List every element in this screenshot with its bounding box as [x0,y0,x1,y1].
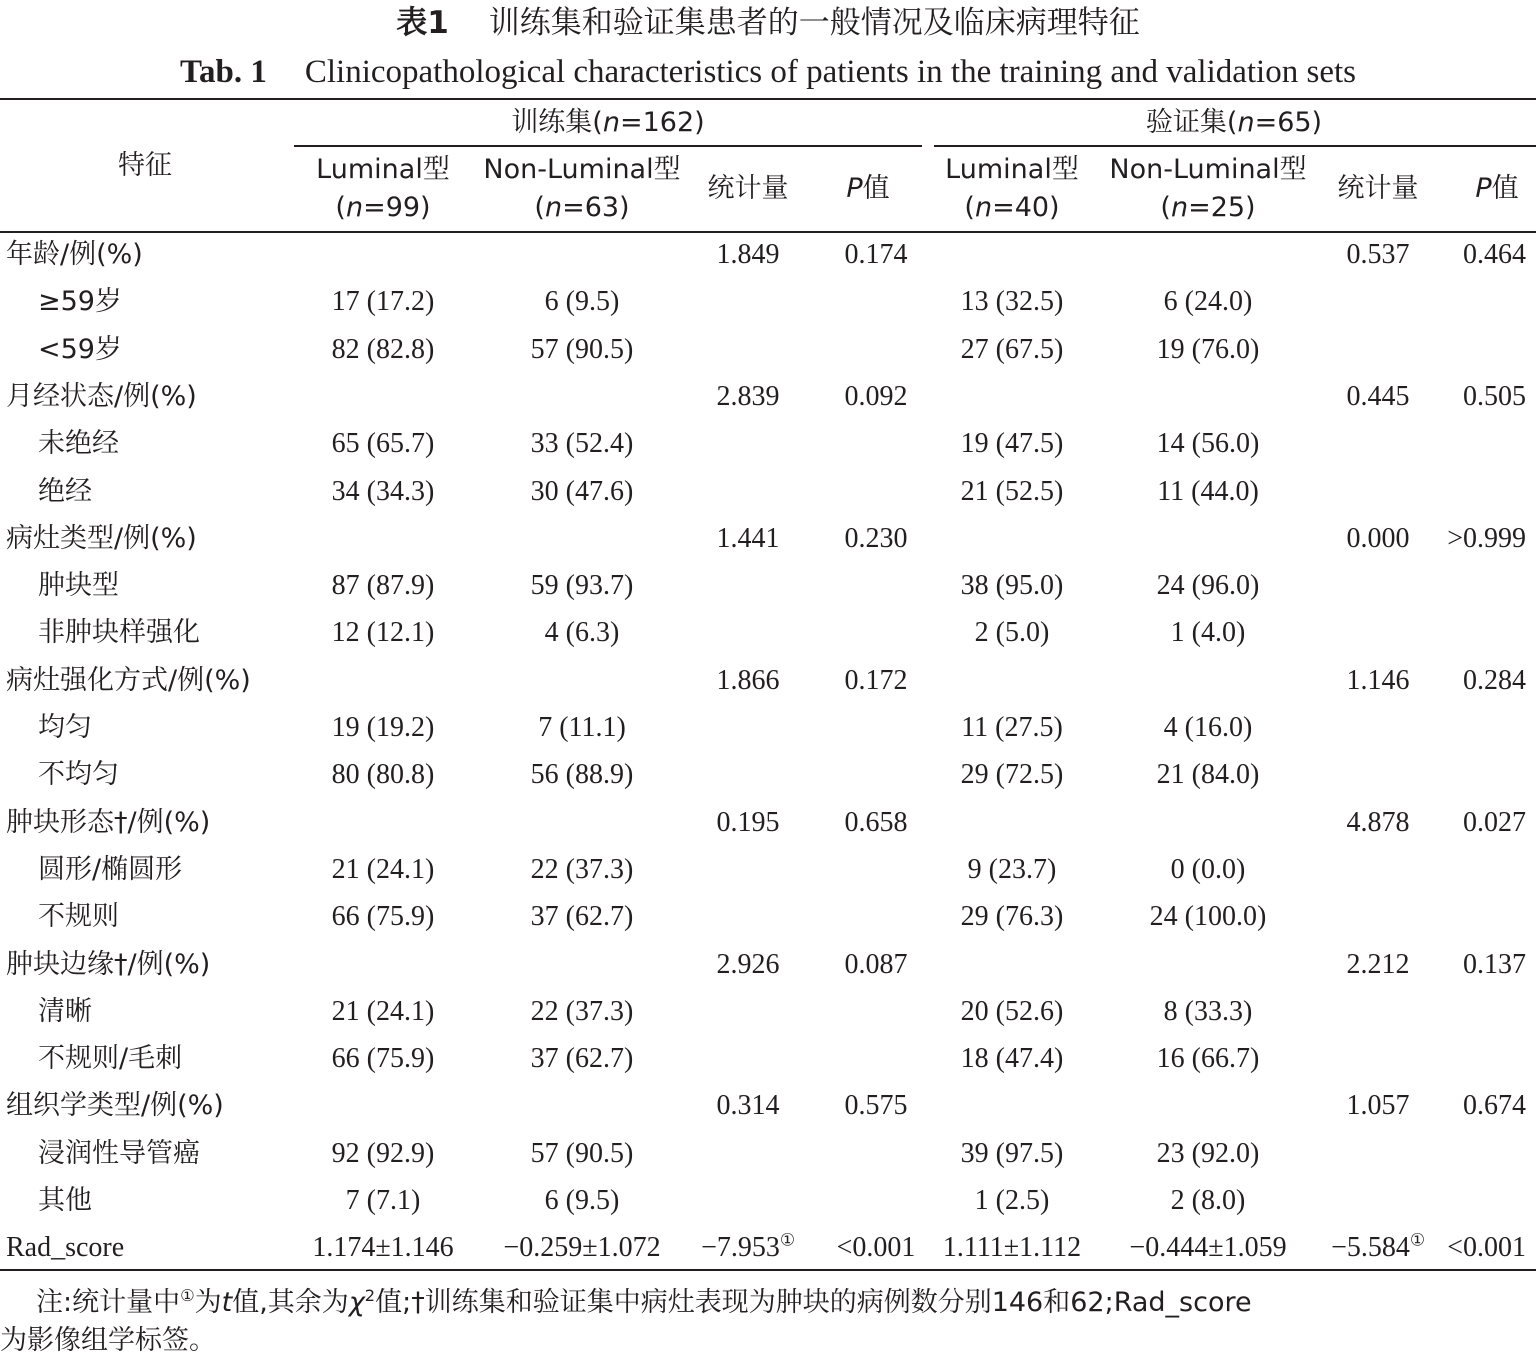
row-label: <59岁 [38,333,122,365]
cell-validation-luminal: 2 (5.0) [974,617,1050,649]
header-training-nonluminal-name: Non-Luminal型 [483,154,681,185]
table-bottom-rule [0,1269,1536,1271]
cell-training-nonluminal: 33 (52.4) [530,428,634,460]
row-label: 组织学类型/例(%) [6,1090,224,1122]
row-label: 均匀 [38,712,92,743]
cell-validation-p: 0.505 [1463,380,1526,412]
header-training-nonluminal-n: (n=63) [534,192,630,223]
table-note-line2: 为影像组学标签。 [0,1325,216,1356]
cell-training-luminal: 19 (19.2) [331,712,435,743]
cell-validation-nonluminal: 2 (8.0) [1170,1185,1246,1216]
table-label-cn: 表1 [396,5,449,41]
cell-training-stat: 2.839 [716,380,780,412]
cell-validation-luminal: 13 (32.5) [960,286,1064,318]
cell-validation-stat: 2.212 [1346,948,1410,980]
cell-training-luminal: 1.174±1.146 [312,1232,454,1264]
cell-validation-stat: 4.878 [1346,806,1410,838]
table-note-line1: 注:统计量中①为t值,其余为$\chi^2$值;†训练集和验证集中病灶表现为肿块的病例数分别146和62;Rad_score [36,1286,1252,1318]
cell-validation-nonluminal: 4 (16.0) [1163,712,1253,743]
row-label: 浸润性导管癌 [38,1137,200,1169]
row-label: 肿块形态†/例(%) [6,806,211,838]
cell-validation-p: 0.284 [1463,664,1526,696]
validation-group-rule [934,145,1536,147]
header-feature: 特征 [118,150,172,181]
header-validation-nonluminal-n: (n=25) [1160,192,1256,223]
cell-training-nonluminal: 4 (6.3) [544,617,620,649]
cell-validation-nonluminal: −0.444±1.059 [1129,1232,1287,1264]
cell-validation-luminal: 29 (76.3) [960,901,1064,933]
cell-validation-nonluminal: 1 (4.0) [1170,617,1246,649]
cell-training-p: 0.174 [844,239,908,270]
cell-training-luminal: 7 (7.1) [345,1185,421,1216]
row-label: 不均匀 [38,759,119,791]
row-label: 肿块型 [38,570,119,602]
cell-training-nonluminal: −0.259±1.072 [503,1232,661,1264]
cell-training-luminal: 66 (75.9) [331,1043,435,1075]
cell-training-stat: 1.441 [716,522,780,554]
cell-training-nonluminal: 56 (88.9) [530,759,634,791]
header-validation-nonluminal-name: Non-Luminal型 [1109,154,1307,185]
cell-validation-stat: 0.000 [1346,522,1410,554]
cell-training-luminal: 82 (82.8) [331,333,435,365]
cell-training-stat: 0.195 [716,806,780,838]
cell-training-nonluminal: 6 (9.5) [544,1185,620,1216]
cell-training-luminal: 17 (17.2) [331,286,435,318]
cell-training-stat: 2.926 [716,948,780,980]
cell-validation-nonluminal: 0 (0.0) [1170,853,1246,885]
cell-validation-luminal: 1.111±1.112 [942,1232,1082,1264]
cell-validation-nonluminal: 14 (56.0) [1156,428,1260,460]
cell-validation-stat: 1.057 [1346,1090,1410,1122]
row-label: 清晰 [38,995,92,1027]
header-validation-luminal-name: Luminal型 [945,154,1079,185]
table-header-rule [0,231,1536,233]
cell-validation-luminal: 20 (52.6) [960,995,1064,1027]
row-label: 其他 [38,1185,92,1216]
cell-validation-luminal: 21 (52.5) [960,475,1064,507]
cell-training-nonluminal: 57 (90.5) [530,333,634,365]
cell-validation-p: 0.464 [1463,239,1526,270]
row-label: ≥59岁 [38,286,122,318]
cell-validation-nonluminal: 11 (44.0) [1157,475,1259,507]
cell-validation-luminal: 9 (23.7) [967,853,1057,885]
cell-validation-luminal: 18 (47.4) [960,1043,1064,1075]
row-label: 非肿块样强化 [38,617,200,649]
cell-validation-stat: 0.445 [1346,380,1410,412]
header-validation-luminal-n: (n=40) [964,192,1060,223]
row-label: 月经状态/例(%) [6,380,197,412]
cell-validation-p: <0.001 [1447,1232,1526,1264]
cell-training-nonluminal: 37 (62.7) [530,901,634,933]
cell-training-nonluminal: 37 (62.7) [530,1043,634,1075]
cell-validation-luminal: 39 (97.5) [960,1137,1064,1169]
header-training-set: 训练集(n=162) [511,107,705,138]
row-label: 不规则 [38,901,119,933]
cell-training-p: 0.658 [844,806,908,838]
cell-validation-nonluminal: 8 (33.3) [1163,995,1253,1027]
table-title-cn-text: 训练集和验证集患者的一般情况及临床病理特征 [488,5,1140,41]
cell-validation-luminal: 29 (72.5) [960,759,1064,791]
cell-training-luminal: 34 (34.3) [331,475,435,507]
cell-validation-nonluminal: 19 (76.0) [1156,333,1260,365]
table-title-en [0,50,1536,94]
cell-validation-p: 0.137 [1463,948,1526,980]
row-label: 病灶类型/例(%) [6,522,197,554]
cell-training-luminal: 80 (80.8) [331,759,435,791]
cell-training-luminal: 12 (12.1) [331,617,435,649]
row-label: Rad_score [6,1232,125,1264]
cell-training-nonluminal: 57 (90.5) [530,1137,634,1169]
cell-training-p: <0.001 [836,1232,916,1264]
header-training-luminal-name: Luminal型 [316,154,450,185]
cell-training-p: 0.172 [844,664,908,696]
cell-training-luminal: 87 (87.9) [331,570,435,602]
cell-validation-nonluminal: 6 (24.0) [1163,286,1253,318]
table-title-cn [0,2,1536,44]
cell-validation-stat: 1.146 [1346,664,1410,696]
cell-validation-luminal: 19 (47.5) [960,428,1064,460]
row-label: 绝经 [38,475,92,507]
row-label: 圆形/椭圆形 [38,853,183,885]
cell-training-nonluminal: 22 (37.3) [530,853,634,885]
header-validation-set: 验证集(n=65) [1145,107,1323,138]
row-label: 不规则/毛刺 [38,1043,183,1075]
cell-training-nonluminal: 7 (11.1) [538,712,626,743]
table-label-en: Tab. 1 [180,54,267,90]
cell-validation-nonluminal: 21 (84.0) [1156,759,1260,791]
cell-training-luminal: 21 (24.1) [331,853,435,885]
cell-validation-nonluminal: 16 (66.7) [1156,1043,1260,1075]
cell-validation-nonluminal: 23 (92.0) [1156,1137,1260,1169]
cell-validation-p: >0.999 [1447,522,1526,554]
header-validation-stat: 统计量 [1337,173,1419,204]
cell-validation-stat: −5.584① [1331,1230,1425,1264]
cell-training-stat: 1.849 [716,239,780,270]
row-label: 病灶强化方式/例(%) [6,664,251,696]
cell-training-p: 0.092 [844,380,908,412]
cell-validation-nonluminal: 24 (100.0) [1149,901,1267,933]
row-label: 未绝经 [38,428,119,460]
cell-training-luminal: 92 (92.9) [331,1137,435,1169]
cell-validation-p: 0.027 [1463,806,1526,838]
cell-training-p: 0.575 [844,1090,908,1122]
cell-training-nonluminal: 30 (47.6) [530,475,634,507]
header-training-stat: 统计量 [707,173,789,204]
cell-validation-luminal: 11 (27.5) [961,712,1063,743]
cell-validation-p: 0.674 [1463,1090,1526,1122]
cell-training-nonluminal: 59 (93.7) [530,570,634,602]
cell-training-luminal: 65 (65.7) [331,428,435,460]
table-note [0,1284,1536,1360]
header-training-luminal-n: (n=99) [335,192,431,223]
cell-training-nonluminal: 6 (9.5) [544,286,620,318]
table-title-en-text: Clinicopathological characteristics of patients in the training and validation sets [304,54,1356,90]
cell-training-stat: 0.314 [716,1090,780,1122]
row-label: 肿块边缘†/例(%) [6,948,211,980]
cell-validation-luminal: 27 (67.5) [960,333,1064,365]
row-label: 年龄/例(%) [6,239,143,270]
cell-training-luminal: 21 (24.1) [331,995,435,1027]
cell-validation-stat: 0.537 [1346,239,1410,270]
cell-training-stat: −7.953① [701,1230,795,1264]
cell-training-nonluminal: 22 (37.3) [530,995,634,1027]
cell-training-p: 0.087 [844,948,908,980]
header-validation-p: P值 [1475,173,1519,204]
header-training-p: P值 [846,173,890,204]
cell-validation-luminal: 1 (2.5) [974,1185,1050,1216]
cell-training-luminal: 66 (75.9) [331,901,435,933]
table-top-rule [0,98,1536,100]
cell-training-p: 0.230 [844,522,908,554]
cell-training-stat: 1.866 [716,664,780,696]
cell-validation-luminal: 38 (95.0) [960,570,1064,602]
cell-validation-nonluminal: 24 (96.0) [1156,570,1260,602]
training-group-rule [294,145,922,147]
